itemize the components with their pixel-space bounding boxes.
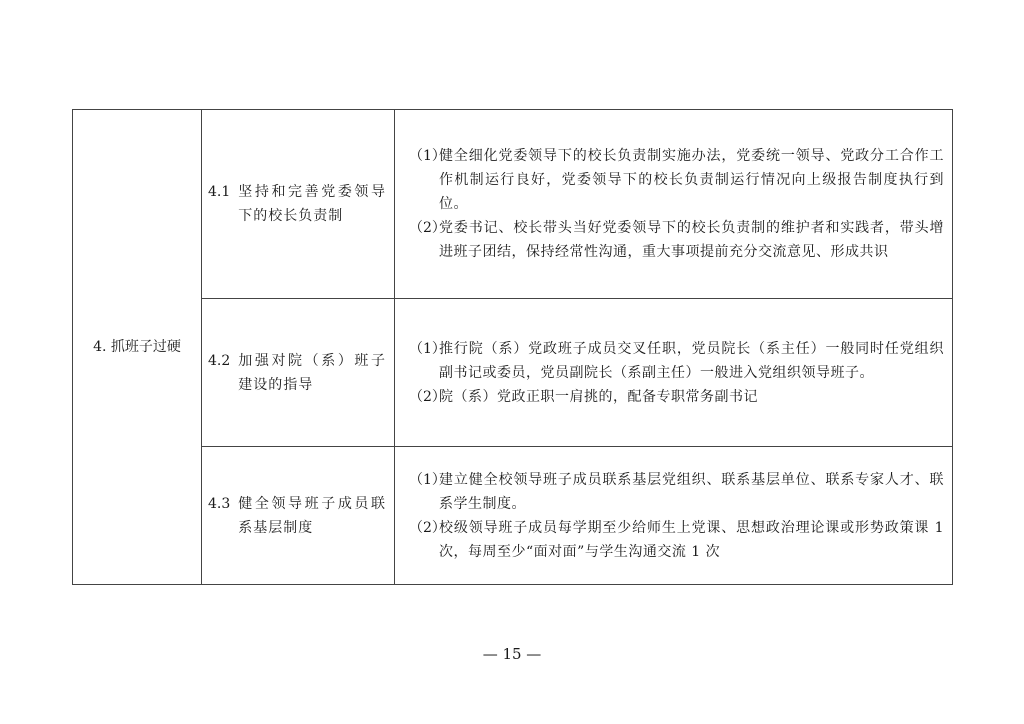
list-item-text: 建立健全校领导班子成员联系基层党组织、联系基层单位、联系专家人才、联系学生制度。 xyxy=(439,471,944,512)
sub-item-title: 坚持和完善党委领导下的校长负责制 xyxy=(238,184,386,224)
list-item-number: （1） xyxy=(409,471,446,488)
sub-item-number: 4.2 xyxy=(208,352,231,369)
sub-item-number: 4.1 xyxy=(208,184,231,200)
table-row xyxy=(73,447,953,585)
table-row xyxy=(73,110,953,299)
list-item-number: （2） xyxy=(409,220,446,236)
list-item xyxy=(409,144,944,216)
list-item xyxy=(409,337,944,385)
list-item-number: （1） xyxy=(409,148,446,164)
list-item-text: 推行院（系）党政班子成员交叉任职，党员院长（系主任）一般同时任党组织副书记或委员，党员副院长（系副主任）一般进入党组织领导班子。 xyxy=(439,340,944,381)
page-number: — 15 — xyxy=(482,645,542,663)
list-item-number: （1） xyxy=(409,340,446,357)
requirements-table xyxy=(72,109,953,585)
list-item-text: 校级领导班子成员每学期至少给师生上党课、思想政治理论课或形势政策课 1 次，每周至少“面对面”与学生沟通交流 1 次 xyxy=(439,519,944,560)
sub-item-cell xyxy=(202,447,395,585)
list-item-number: （2） xyxy=(409,519,446,536)
detail-cell xyxy=(395,299,953,447)
list-item xyxy=(409,468,944,516)
list-item-text: 党委书记、校长带头当好党委领导下的校长负责制的维护者和实践者，带头增进班子团结，保持经常性沟通，重大事项提前充分交流意见、形成共识 xyxy=(439,220,944,260)
list-item xyxy=(409,216,944,264)
list-item xyxy=(409,516,944,564)
list-item-number: （2） xyxy=(409,388,446,405)
detail-cell xyxy=(395,110,953,299)
table-row xyxy=(73,299,953,447)
list-item-text: 院（系）党政正职一肩挑的，配备专职常务副书记 xyxy=(439,388,758,405)
sub-item-cell xyxy=(202,299,395,447)
list-item-text: 健全细化党委领导下的校长负责制实施办法，党委统一领导、党政分工合作工作机制运行良好，党委领导下的校长负责制运行情况向上级报告制度执行到位。 xyxy=(439,148,944,212)
main-item-label: 4. 抓班子过硬 xyxy=(93,339,181,355)
list-item xyxy=(409,385,944,409)
main-item-cell xyxy=(73,110,202,585)
sub-item-number: 4.3 xyxy=(208,495,231,512)
detail-cell xyxy=(395,447,953,585)
sub-item-title: 加强对院（系）班子建设的指导 xyxy=(238,352,386,393)
sub-item-cell xyxy=(202,110,395,299)
sub-item-title: 健全领导班子成员联系基层制度 xyxy=(238,495,386,536)
